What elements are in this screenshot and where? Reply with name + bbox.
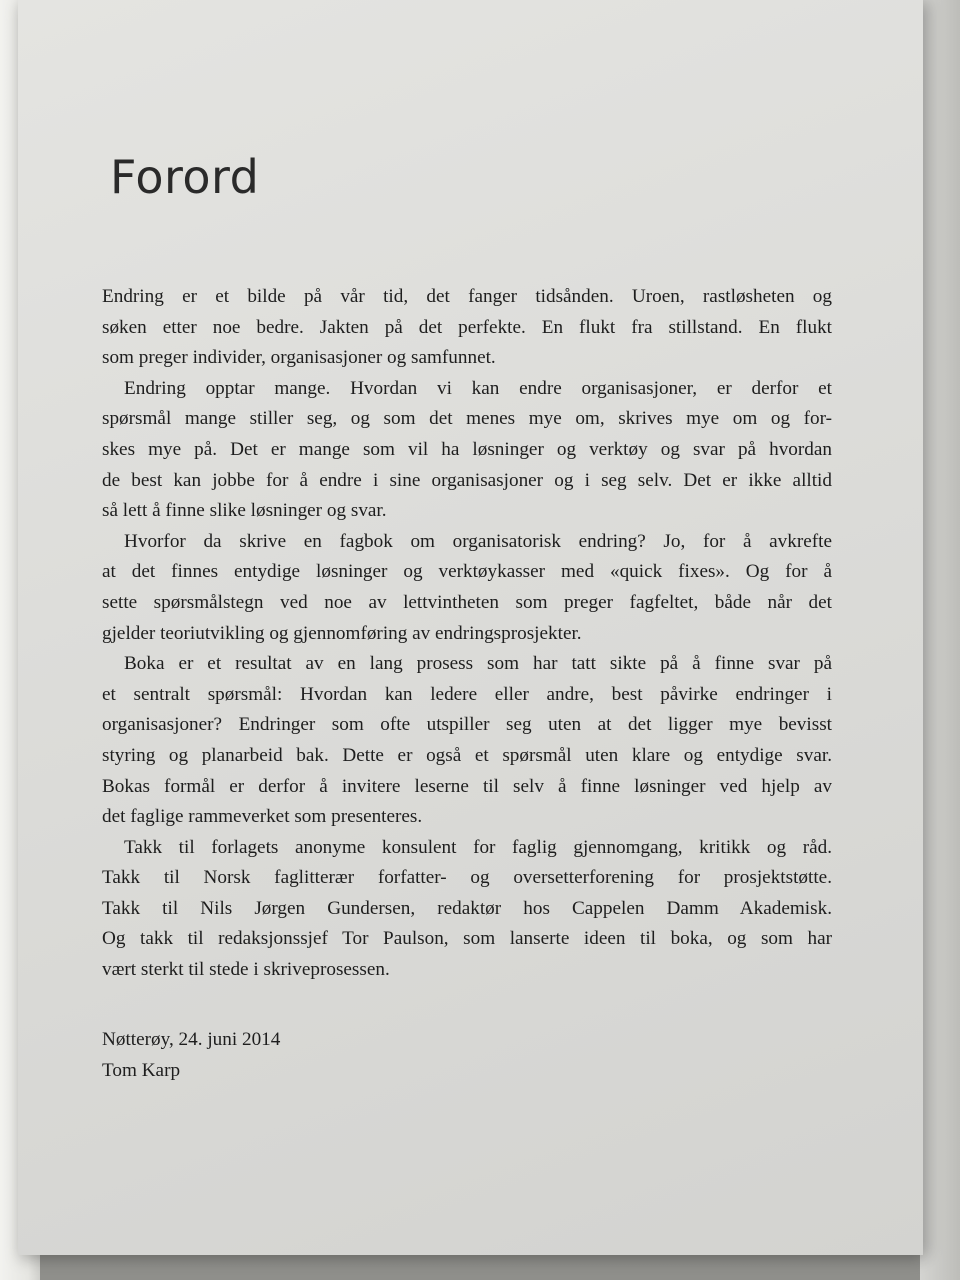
author-name: Tom Karp: [102, 1060, 181, 1081]
text-line: vært sterkt til stede i skriveprosessen.: [102, 959, 390, 981]
text-line: at det finnes entydige løsninger og verktøykasser med «quick fixes». Og for å: [102, 561, 832, 583]
text-line: det faglige rammeverket som presenteres.: [102, 806, 423, 828]
text-line: gjelder teoriutvikling og gjennomføring av endringsprosjekter.: [102, 622, 582, 644]
preface-body: [102, 282, 832, 986]
text-line: sette spørsmålstegn ved noe av lettvintheten som preger fagfeltet, både når det: [102, 591, 832, 613]
text-line: søken etter noe bedre. Jakten på det perfekte. En flukt fra stillstand. En flukt: [102, 316, 832, 338]
signoff: [102, 1024, 280, 1086]
text-line: Takk til forlagets anonyme konsulent for faglig gjennomgang, kritikk og råd.: [124, 836, 832, 858]
text-line: de best kan jobbe for å endre i sine organisasjoner og i seg selv. Det er ikke alltid: [102, 469, 832, 491]
text-line: organisasjoner? Endringer som ofte utspiller seg uten at det ligger mye bevisst: [102, 714, 832, 736]
text-line: Boka er et resultat av en lang prosess som har tatt sikte på å finne svar på: [124, 653, 832, 675]
text-line: styring og planarbeid bak. Dette er også et spørsmål uten klare og entydige svar.: [102, 744, 832, 766]
place-date: Nøtterøy, 24. juni 2014: [102, 1029, 281, 1050]
text-line: Takk til Norsk faglitterær forfatter- og oversetterforening for prosjektstøtte.: [102, 867, 832, 889]
text-line: Og takk til redaksjonssjef Tor Paulson, som lanserte ideen til boka, og som har: [102, 928, 832, 950]
text-line: skes mye på. Det er mange som vil ha løsninger og verktøy og svar på hvordan: [102, 438, 832, 460]
text-line: så lett å finne slike løsninger og svar.: [102, 500, 387, 522]
text-line: Endring er et bilde på vår tid, det fanger tidsånden. Uroen, rastløsheten og: [102, 286, 832, 307]
text-line: Hvorfor da skrive en fagbok om organisatorisk endring? Jo, for å avkrefte: [124, 530, 832, 552]
text-line: et sentralt spørsmål: Hvordan kan ledere eller andre, best påvirke endringer i: [102, 683, 832, 705]
page-title: Forord: [110, 150, 260, 204]
text-line: som preger individer, organisasjoner og samfunnet.: [102, 347, 496, 369]
text-line: Endring opptar mange. Hvordan vi kan endre organisasjoner, er derfor et: [124, 377, 832, 399]
text-line: Takk til Nils Jørgen Gundersen, redaktør hos Cappelen Damm Akademisk.: [102, 897, 832, 919]
text-line: spørsmål mange stiller seg, og som det menes mye om, skrives mye om og for-: [102, 408, 832, 430]
book-page: [18, 0, 923, 1255]
text-line: Bokas formål er derfor å invitere leserne til selv å finne løsninger ved hjelp av: [102, 775, 832, 797]
table-shadow: [920, 0, 960, 1280]
